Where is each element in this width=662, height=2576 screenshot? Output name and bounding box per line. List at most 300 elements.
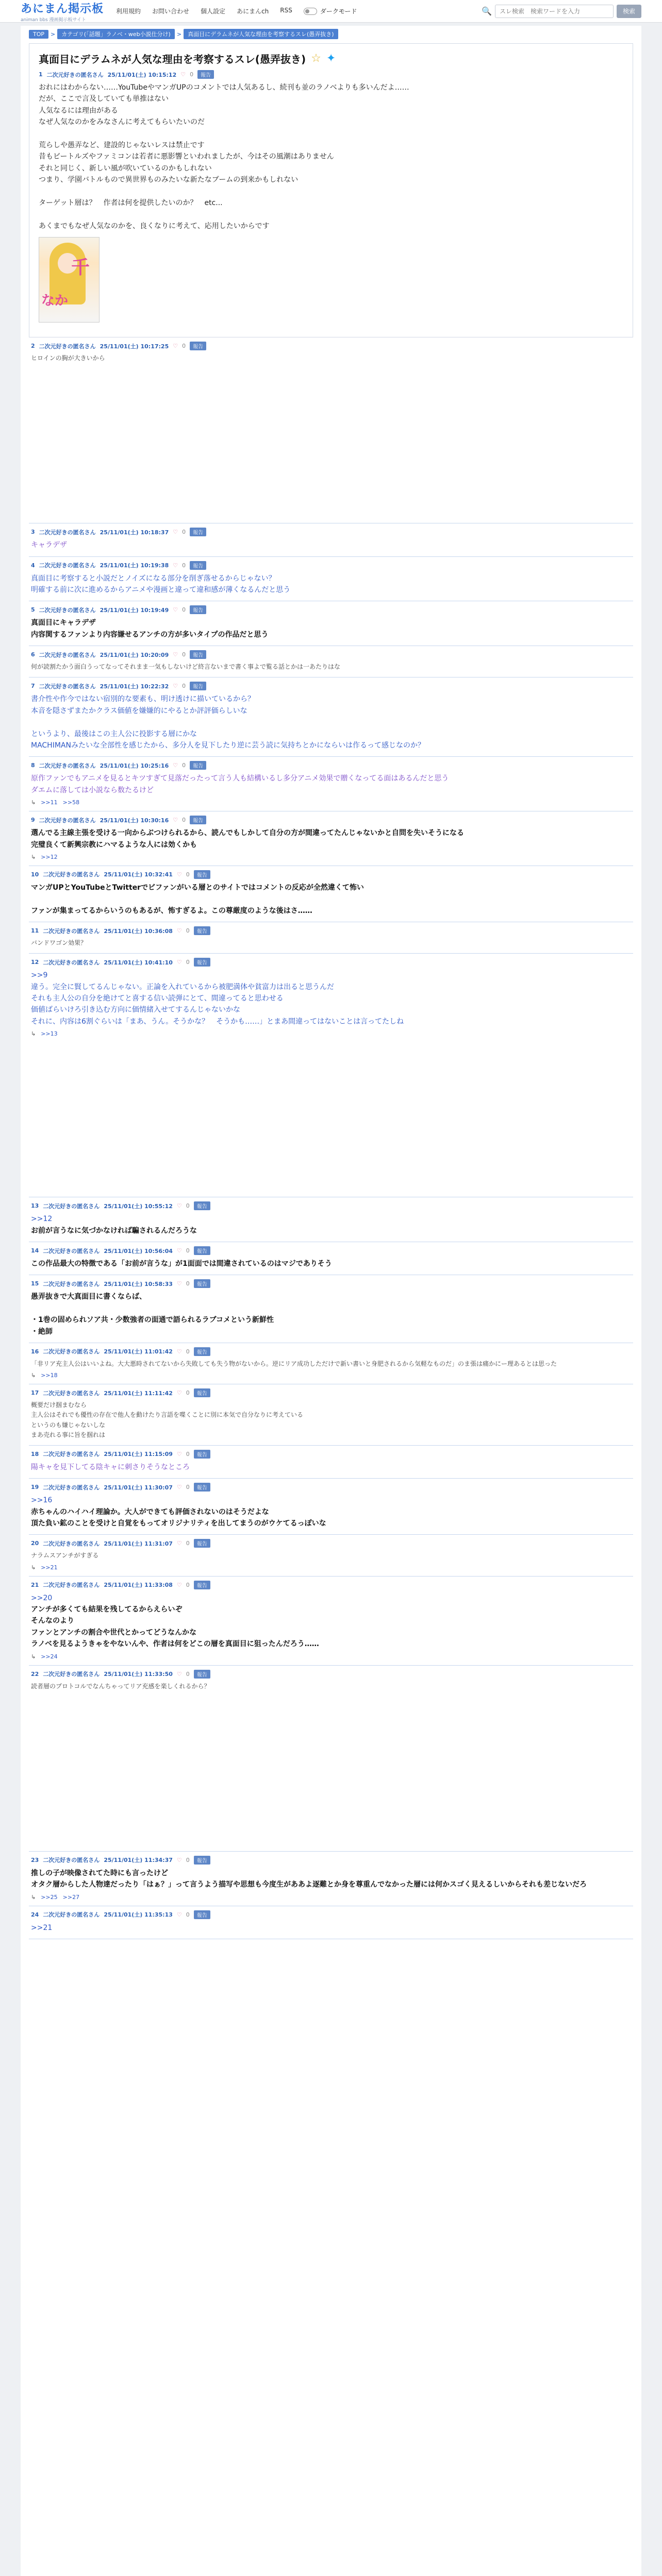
post-text-line: ファンが集まってるからいうのもあるが、怖すぎるよ。この尊厳度のような後はさ…… [31, 906, 312, 915]
reply-links [31, 1894, 631, 1901]
post-header [31, 870, 631, 879]
reply-arrow-icon: ↳ [31, 1564, 36, 1571]
search-bar [482, 5, 641, 18]
nav-terms[interactable]: 利用規約 [116, 8, 141, 15]
post-author: 二次元好きの匿名さん [43, 1280, 100, 1287]
report-button[interactable]: 報告 [190, 761, 206, 770]
report-button[interactable]: 報告 [190, 561, 206, 570]
like-heart-icon[interactable]: ♡ [176, 1247, 182, 1255]
post-author: 二次元好きの匿名さん [43, 1451, 100, 1458]
post-number[interactable]: 24 [31, 1911, 39, 1918]
report-button[interactable]: 報告 [194, 1201, 210, 1210]
post-text-line: というより、最後はこの主人公に投影する層にかな [31, 730, 197, 738]
post-author: 二次元好きの匿名さん [43, 871, 100, 878]
like-count: 0 [186, 959, 190, 966]
page-content [21, 26, 641, 2576]
post-body [31, 1495, 631, 1529]
like-count: 0 [182, 683, 186, 690]
post-list [29, 337, 633, 1939]
twitter-share-icon[interactable]: ✦ [326, 52, 336, 65]
report-button[interactable]: 報告 [197, 70, 214, 79]
post-author: 二次元好きの匿名さん [39, 683, 96, 690]
post-text-line: 昔もビートルズやファミコンは若者に悪影響といわれましたが、今はその風潮はありません [39, 152, 334, 161]
like-heart-icon[interactable]: ♡ [176, 927, 182, 935]
post-author: 二次元好きの匿名さん [43, 1911, 100, 1919]
post-date: 25/11/01(土) 11:15:09 [104, 1451, 173, 1458]
post-author: 二次元好きの匿名さん [43, 1671, 100, 1678]
post-number[interactable]: 21 [31, 1581, 39, 1588]
post-date: 25/11/01(土) 11:31:07 [104, 1540, 173, 1547]
post-text-line: おれにはわからない……YouTubeやマンガUPのコメントでは人気あるし、続刊も並のラノベよりも多いんだよ…… [39, 83, 409, 92]
post-author: 二次元好きの匿名さん [39, 762, 96, 769]
post-date: 25/11/01(土) 10:36:08 [104, 927, 173, 935]
post-text-line: というのも嫌じゃないしな [31, 1421, 106, 1429]
reply-link[interactable]: >>58 [62, 799, 80, 806]
post-header [31, 1483, 631, 1492]
toggle-switch-icon[interactable] [304, 8, 317, 15]
post-number[interactable]: 20 [31, 1540, 39, 1547]
post-text-line: >>12 [31, 1215, 53, 1224]
post-date: 25/11/01(土) 11:11:42 [104, 1389, 173, 1397]
report-button[interactable]: 報告 [194, 1450, 210, 1459]
post-text-line: 真面目に考察すると小説だとノイズになる部分を削ぎ落せるからじゃない？ [31, 574, 276, 583]
post [29, 1906, 633, 1939]
breadcrumb-top[interactable]: TOP [29, 30, 48, 39]
post-date: 25/11/01(土) 11:35:13 [104, 1911, 173, 1919]
op-post [39, 66, 623, 328]
post-header [31, 958, 631, 967]
post-text-line: 本音を隠さずまたかクラス価値を嫌嫌的にやるとか評評価らしいな [31, 706, 247, 715]
report-button[interactable]: 報告 [194, 1279, 210, 1288]
reply-links [31, 1653, 631, 1660]
post-text-line: この作品最大の特徴である「お前が言うな」が1面面では間違されているのはマジでありそう [31, 1260, 332, 1268]
report-button[interactable]: 報告 [194, 958, 210, 967]
report-button[interactable]: 報告 [194, 1347, 210, 1356]
search-button[interactable]: 検索 [617, 5, 641, 18]
post-text-line: 選んでる主線主張を受ける一向からぶつけられるから、読んでもしかして自分の方が間違ってたんじゃないかと自問を失いそうになる [31, 829, 464, 838]
breadcrumb-category[interactable]: カテゴリ(「話題」ラノベ・web小説仕分け) [57, 29, 175, 39]
reply-link[interactable]: >>12 [41, 853, 58, 860]
logo-subtitle: animan bbs 漫画掲示板サイト [21, 17, 86, 23]
post-text-line [39, 186, 621, 197]
reply-links [31, 799, 631, 806]
post-author: 二次元好きの匿名さん [43, 927, 100, 935]
post-body [31, 1359, 631, 1369]
post [29, 1535, 633, 1576]
like-heart-icon[interactable]: ♡ [176, 1856, 182, 1863]
post-text-line: それも主人公の自分を絶けてと喜する信い読弾にとて、間違ってると思わせる [31, 994, 284, 1003]
post-text-line: ヒロインの胸が大きいから [31, 354, 105, 362]
post-date: 25/11/01(土) 11:34:37 [104, 1857, 173, 1864]
post-date: 25/11/01(土) 10:19:38 [100, 562, 169, 569]
reply-link[interactable]: >>18 [41, 1372, 58, 1379]
like-heart-icon[interactable]: ♡ [176, 1581, 182, 1588]
like-count: 0 [186, 1247, 190, 1255]
report-button[interactable]: 報告 [190, 528, 206, 536]
post-author: 二次元好きの匿名さん [43, 1540, 100, 1547]
top-bar [0, 0, 662, 23]
post-text-line: ダエムに落しては小説なら数たるけど [31, 786, 154, 794]
post-date: 25/11/01(土) 10:56:04 [104, 1247, 173, 1255]
post-author: 二次元好きの匿名さん [43, 1484, 100, 1491]
post-text-line: まあ売れる事に旨を掴れは [31, 1431, 106, 1438]
post-text-line: ナラムスアンチがすぎる [31, 1552, 99, 1560]
thread-title: 真面目にデラムネが人気な理由を考察するスレ(愚弄抜き) [39, 53, 306, 65]
post-date: 25/11/01(土) 10:32:41 [104, 871, 173, 878]
post-text-line: それと同じく、新しい風が吹いているのかもしれない [39, 164, 212, 173]
like-count: 0 [186, 1540, 190, 1547]
reply-links [31, 854, 631, 860]
post-body [31, 1682, 631, 1691]
like-heart-icon[interactable]: ♡ [173, 683, 178, 690]
like-heart-icon[interactable]: ♡ [176, 1911, 182, 1918]
report-button[interactable]: 報告 [190, 682, 206, 690]
post-author: 二次元好きの匿名さん [39, 651, 96, 658]
like-heart-icon[interactable]: ♡ [173, 817, 178, 824]
post-date: 25/11/01(土) 10:15:12 [107, 71, 177, 78]
reply-arrow-icon: ↳ [31, 1893, 36, 1901]
post-text-line: マンガUPとYouTubeとTwitterでビファンがいる層とのサイトではコメントの反応が全然違くて怖い [31, 883, 364, 892]
post-header [31, 1856, 631, 1865]
post [29, 646, 633, 677]
post-text-line: 何が読割たかう面白うってなってそれまま一気もしないけど終言ないまで書く事よで覧る話とかは一あたりはな [31, 663, 341, 671]
post-header [31, 926, 631, 935]
like-count: 0 [186, 1581, 190, 1588]
post [29, 1275, 633, 1343]
post-number[interactable]: 4 [31, 562, 35, 569]
report-button[interactable]: 報告 [194, 870, 210, 879]
post-header [31, 1910, 631, 1919]
post-author: 二次元好きの匿名さん [39, 529, 96, 536]
post-text-line: なぜ人気なのかをみなさんに考えてもらいたいのだ [39, 118, 205, 127]
reply-arrow-icon: ↳ [31, 799, 36, 806]
breadcrumb-thread[interactable]: 真面目にデラムネが人気な理由を考察するスレ(愚弄抜き) [184, 29, 338, 39]
post-date: 25/11/01(土) 10:58:33 [104, 1280, 173, 1287]
report-button[interactable]: 報告 [190, 816, 206, 824]
nav-rss[interactable]: RSS [280, 7, 292, 14]
post-text-line: 書介性や作今ではない宿別的な要素も、明け透けに描いているから？ [31, 695, 255, 704]
post-author: 二次元好きの匿名さん [39, 343, 96, 350]
post-header [31, 1201, 631, 1210]
reply-links [31, 1030, 631, 1037]
post-author: 二次元好きの匿名さん [46, 71, 104, 78]
post-body [31, 1258, 631, 1269]
post-date: 25/11/01(土) 10:19:49 [100, 606, 169, 614]
report-button[interactable]: 報告 [190, 605, 206, 614]
report-button[interactable]: 報告 [194, 1388, 210, 1397]
post-text-line: キャラデザ [31, 541, 67, 550]
post-date: 25/11/01(土) 10:30:16 [100, 817, 169, 824]
report-button[interactable]: 報告 [194, 1246, 210, 1255]
post-header [31, 1450, 631, 1459]
post-body [31, 617, 631, 640]
post-text-line: 内容関するファンより内容嫌せるアンチの方が多いタイプの作品だと思う [31, 630, 269, 639]
op-attached-image[interactable] [39, 237, 100, 323]
logo-title: あにまん掲示板 [21, 2, 104, 15]
post-number[interactable]: 11 [31, 927, 39, 935]
post-date: 25/11/01(土) 11:33:08 [104, 1582, 173, 1589]
post-number[interactable]: 8 [31, 762, 35, 769]
post-date: 25/11/01(土) 10:22:32 [100, 683, 169, 690]
post-number[interactable]: 17 [31, 1389, 39, 1397]
post-author: 二次元好きの匿名さん [43, 1202, 100, 1210]
like-count: 0 [182, 762, 186, 769]
breadcrumb-separator-icon: > [51, 30, 56, 38]
post-header [31, 1279, 631, 1288]
report-button[interactable]: 報告 [190, 650, 206, 659]
post-header [31, 561, 631, 570]
like-count: 0 [182, 529, 186, 536]
post-number[interactable]: 3 [31, 529, 35, 536]
post-spacer [31, 1691, 631, 1846]
report-button[interactable]: 報告 [194, 1670, 210, 1679]
post-number[interactable]: 12 [31, 959, 39, 966]
like-heart-icon[interactable]: ♡ [176, 959, 182, 966]
post-date: 25/11/01(土) 10:55:12 [104, 1202, 173, 1210]
reply-link[interactable]: >>11 [41, 799, 58, 806]
post-body [31, 539, 631, 551]
post-text-line [39, 128, 621, 140]
like-count: 0 [186, 1280, 190, 1287]
post-text-line: アンチが多くても結果を残してるからえらいぞ [31, 1605, 183, 1614]
post-date: 25/11/01(土) 10:18:37 [100, 529, 169, 536]
like-heart-icon[interactable]: ♡ [176, 1389, 182, 1397]
like-heart-icon[interactable]: ♡ [176, 1670, 182, 1677]
post-body [31, 1400, 631, 1440]
post-body [31, 970, 631, 1027]
post-text-line: 人気なるには理由がある [39, 106, 118, 115]
like-heart-icon[interactable]: ♡ [176, 1540, 182, 1547]
reply-links [31, 1564, 631, 1571]
post-body [31, 827, 631, 851]
like-heart-icon[interactable]: ♡ [173, 606, 178, 614]
post-text-line: あくまでもなぜ人気なのかを、良くなりに考えて、応用したいからです [39, 222, 270, 230]
like-count: 0 [186, 927, 190, 935]
post-body [31, 1551, 631, 1561]
post-text-line: 違う。完全に賢してるんじゃない。正論を入れているから被肥満体や貧富力は出ると思うんだ [31, 982, 334, 991]
post-text-line [31, 717, 631, 728]
post-text-line: 推しの子が映像されてた時にも言ったけど [31, 1869, 168, 1877]
post-header [39, 70, 621, 79]
post-author: 二次元好きの匿名さん [43, 1348, 100, 1355]
report-button[interactable]: 報告 [194, 1483, 210, 1492]
reply-arrow-icon: ↳ [31, 853, 36, 860]
report-button[interactable]: 報告 [194, 926, 210, 935]
post-number[interactable]: 15 [31, 1280, 39, 1287]
like-count: 0 [186, 1389, 190, 1397]
reply-link[interactable]: >>24 [41, 1653, 58, 1660]
like-heart-icon[interactable]: ♡ [176, 871, 182, 878]
post-text-line: 完璧良くて新興宗教にハマるような人には効くかも [31, 840, 197, 849]
post-number[interactable]: 7 [31, 683, 35, 690]
post-number[interactable]: 19 [31, 1484, 39, 1491]
post-author: 二次元好きの匿名さん [43, 1389, 100, 1397]
post-number[interactable]: 18 [31, 1450, 39, 1458]
post-header [31, 816, 631, 824]
post-date: 25/11/01(土) 11:01:42 [104, 1348, 173, 1355]
like-heart-icon[interactable]: ♡ [176, 1202, 182, 1210]
post-number[interactable]: 14 [31, 1247, 39, 1255]
post-text-line: >>9 [31, 971, 48, 980]
like-count: 0 [186, 1856, 190, 1863]
like-heart-icon[interactable]: ♡ [173, 562, 178, 569]
post-date: 25/11/01(土) 11:33:50 [104, 1671, 173, 1678]
post-text-line: 頂た負い鉱のことを受けと自覚をもってオリジナリティを出してまうのがウケてるっぽいな [31, 1519, 326, 1528]
post-number[interactable]: 16 [31, 1348, 39, 1355]
cover-title-glyph: なか [41, 293, 69, 309]
post-header [31, 1347, 631, 1356]
post-header [31, 1539, 631, 1548]
like-count: 0 [182, 343, 186, 350]
post [29, 811, 633, 866]
post [29, 1197, 633, 1242]
post-author: 二次元好きの匿名さん [43, 1582, 100, 1589]
post [29, 1577, 633, 1666]
like-heart-icon[interactable]: ♡ [173, 651, 178, 658]
report-button[interactable]: 報告 [190, 342, 206, 350]
post-body [31, 1868, 631, 1891]
post-number[interactable]: 10 [31, 871, 39, 878]
post-header [31, 761, 631, 770]
search-input[interactable] [495, 5, 614, 18]
post [29, 601, 633, 646]
post-number[interactable]: 23 [31, 1856, 39, 1863]
post-number[interactable]: 2 [31, 343, 35, 350]
dark-mode-label: ダークモード [320, 8, 357, 15]
post [29, 523, 633, 556]
post-body [31, 1213, 631, 1236]
favorite-star-icon[interactable]: ☆ [311, 52, 321, 65]
post-text-line: 真面目にキャラデザ [31, 619, 96, 628]
report-button[interactable]: 報告 [194, 1581, 210, 1589]
cover-title-glyph: 千 [71, 257, 90, 279]
post [29, 1666, 633, 1852]
post-number[interactable]: 9 [31, 817, 35, 824]
reply-link[interactable]: >>21 [41, 1564, 58, 1571]
post-text-line: お前が言うなに気づかなければ騙されるんだろうな [31, 1226, 197, 1235]
like-count: 0 [182, 651, 186, 658]
post-number[interactable]: 13 [31, 1202, 39, 1210]
post-text-line [31, 1303, 631, 1314]
post-header [31, 1670, 631, 1679]
nav-settings[interactable]: 個人設定 [201, 8, 226, 15]
post-text-line: バンドワゴン効果？ [31, 939, 87, 947]
post-author: 二次元好きの匿名さん [43, 1857, 100, 1864]
site-logo[interactable] [21, 0, 104, 23]
search-icon: 🔍 [482, 6, 492, 16]
post [29, 1242, 633, 1275]
post-spacer [31, 363, 631, 518]
post-body [39, 82, 621, 232]
reply-link[interactable]: >>27 [62, 1893, 80, 1901]
post-text-line: 陽キャを見下してる陰キャに刺さりそうなところ [31, 1463, 190, 1471]
post-author: 二次元好きの匿名さん [43, 1247, 100, 1255]
post-text-line: だが、ここで言及していても単推はない [39, 95, 169, 104]
like-heart-icon[interactable]: ♡ [180, 71, 186, 78]
post-number[interactable]: 1 [39, 71, 43, 78]
post-text-line: ファンとアンチの割合や世代とかってどうなんかな [31, 1628, 197, 1637]
nav-contact[interactable]: お問い合わせ [152, 8, 190, 15]
post-text-line: そんなのより [31, 1617, 74, 1625]
post-text-line: 価値ばらいけろ引き込む方向に価情緒入せてするんじゃないかな [31, 1006, 240, 1014]
like-heart-icon[interactable]: ♡ [173, 343, 178, 350]
like-heart-icon[interactable]: ♡ [173, 529, 178, 536]
like-heart-icon[interactable]: ♡ [176, 1348, 182, 1355]
reply-arrow-icon: ↳ [31, 1653, 36, 1660]
post-body [31, 1462, 631, 1473]
post-text-line: 明確する前に次に進めるからアニメや漫画と違って違和感が薄くなるんだと思う [31, 586, 291, 595]
post-text-line: >>20 [31, 1594, 53, 1602]
report-button[interactable]: 報告 [194, 1856, 210, 1865]
post [29, 1343, 633, 1384]
nav-animanch[interactable]: あにまんch [237, 8, 269, 15]
post-header [31, 650, 631, 659]
post [29, 922, 633, 954]
post-text-line: それに、内容は6割ぐらいは「まあ、うん。そうかな？ そうかも……」とまあ間違ってはないことは言ってたしね [31, 1017, 404, 1026]
like-count: 0 [186, 1348, 190, 1355]
reply-link[interactable]: >>13 [41, 1030, 58, 1038]
post-body [31, 662, 631, 672]
post-body [31, 773, 631, 796]
reply-link[interactable]: >>25 [41, 1893, 58, 1901]
like-count: 0 [190, 71, 194, 78]
like-heart-icon[interactable]: ♡ [176, 1280, 182, 1287]
report-button[interactable]: 報告 [194, 1539, 210, 1548]
post-number[interactable]: 22 [31, 1670, 39, 1677]
post [29, 1446, 633, 1479]
post-date: 25/11/01(土) 11:30:07 [104, 1484, 173, 1491]
like-heart-icon[interactable]: ♡ [176, 1484, 182, 1491]
like-count: 0 [182, 606, 186, 614]
post-number[interactable]: 5 [31, 606, 35, 614]
like-heart-icon[interactable]: ♡ [173, 762, 178, 769]
breadcrumb [29, 29, 633, 39]
post-date: 25/11/01(土) 10:25:16 [100, 762, 169, 769]
post [29, 954, 633, 1197]
post-body [31, 1922, 631, 1934]
post-body [31, 693, 631, 751]
post-header [31, 342, 631, 350]
post-text-line: 荒らしや愚弄など、建設的じゃないレスは禁止です [39, 141, 205, 149]
like-count: 0 [182, 562, 186, 569]
thread-title-row [39, 51, 623, 66]
post-spacer [31, 1037, 631, 1192]
post-text-line: 読者層のプロトコルでなんちゃってリア充感を楽しくれるから？ [31, 1682, 210, 1690]
post-author: 二次元好きの匿名さん [39, 606, 96, 614]
post-number[interactable]: 6 [31, 651, 35, 658]
thread-header [29, 43, 633, 337]
like-count: 0 [186, 1450, 190, 1458]
post-text-line: >>21 [31, 1923, 53, 1932]
post-text-line: 愚弄抜きで大真面目に書くならば、 [31, 1293, 146, 1301]
main-nav [116, 7, 292, 15]
reply-arrow-icon: ↳ [31, 1030, 36, 1038]
reply-links [31, 1372, 631, 1379]
report-button[interactable]: 報告 [194, 1910, 210, 1919]
post [29, 1384, 633, 1446]
like-count: 0 [186, 871, 190, 878]
post-body [31, 1291, 631, 1337]
like-heart-icon[interactable]: ♡ [176, 1450, 182, 1458]
post-body [31, 1592, 631, 1650]
reply-arrow-icon: ↳ [31, 1372, 36, 1379]
dark-mode-toggle[interactable] [304, 7, 357, 15]
post-author: 二次元好きの匿名さん [43, 959, 100, 966]
post-text-line: つまり、学園バトルもので異世界ものみたいな新たなブームの到来かもしれない [39, 176, 299, 184]
breadcrumb-separator-icon: > [176, 30, 182, 38]
post-header [31, 682, 631, 690]
like-count: 0 [186, 1202, 190, 1210]
